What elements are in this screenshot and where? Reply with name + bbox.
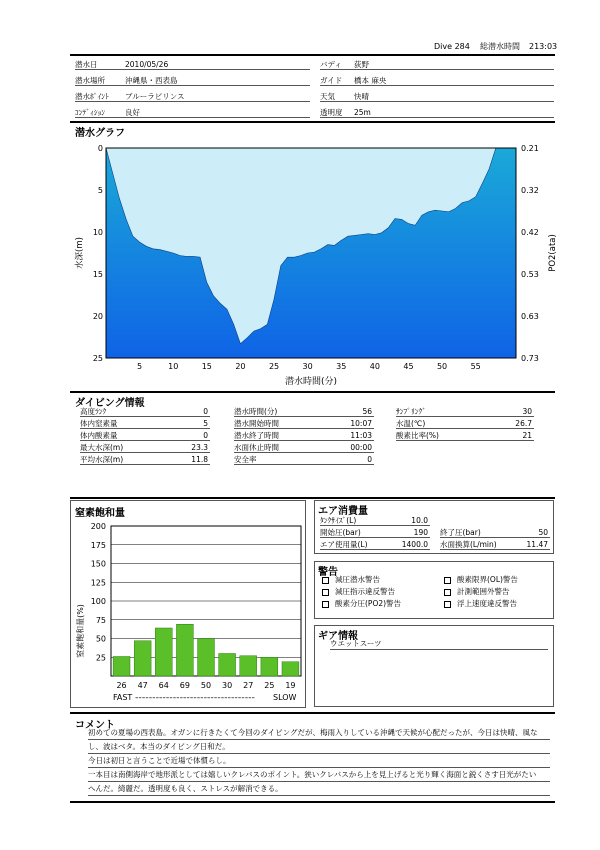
warning-checkbox: [322, 601, 329, 608]
start-pressure-row: [320, 527, 430, 538]
warning-checkbox: [322, 577, 329, 584]
diving-info-value: 23.3: [191, 443, 208, 452]
nitrogen-chart: [71, 518, 305, 706]
weather-row: [320, 90, 554, 102]
warning-checkbox: [444, 601, 451, 608]
comment-line: 初めての夏場の西表島。オガンに行きたくて今回のダイビングだが、梅雨入りしている沖縄で天候が心配だったが、今日は快晴、風な: [88, 728, 550, 740]
warning-checkbox: [322, 589, 329, 596]
air-used-value: 1400.0: [401, 540, 428, 549]
point-label: 潜水ﾎﾟｲﾝﾄ: [75, 92, 109, 101]
diving-info-row: [396, 406, 534, 417]
total-dive-time-label: 総潜水時間: [480, 42, 520, 51]
diving-info-label: 水面休止時間: [234, 443, 279, 452]
diving-info-row: [80, 430, 210, 441]
po2-tick-label: 0.63: [521, 312, 539, 321]
start-pressure-value: 190: [413, 528, 428, 537]
comment-line: 今日は初日と言うことで近場で体慣らし。: [88, 756, 550, 768]
po2-tick-label: 0.21: [521, 144, 539, 153]
visibility-value: 25m: [354, 108, 371, 117]
diving-info-label: 平均水深(m): [80, 455, 124, 464]
warning-item: [444, 575, 518, 584]
depth-tick-label: 25: [92, 354, 103, 363]
nitrogen-x-tick-label: 19: [285, 681, 296, 690]
time-tick-label: 25: [268, 362, 280, 371]
po2-tick-label: 0.53: [521, 270, 539, 279]
diving-info-value: 5: [203, 419, 208, 428]
surface-rate-label: 水面換算(L/min): [440, 540, 497, 549]
diving-info-rule: [70, 391, 555, 393]
nitrogen-x-tick-label: 27: [243, 681, 254, 690]
nitrogen-x-tick-label: 30: [222, 681, 233, 690]
nitrogen-bar: [198, 639, 215, 677]
diving-info-title: ダイビング情報: [75, 398, 145, 409]
po2-axis: [521, 144, 539, 363]
warning-label: 減圧潜水警告: [335, 575, 380, 584]
diving-info-value: 21: [522, 431, 532, 440]
date-label: 潜水日: [75, 60, 98, 69]
surface-rate-value: 11.47: [526, 540, 548, 549]
visibility-label: 透明度: [320, 108, 343, 117]
nitrogen-y-tick-label: 75: [95, 615, 106, 625]
diving-info-row: [234, 418, 374, 429]
time-tick-label: 40: [369, 362, 380, 371]
warning-item: [322, 587, 395, 596]
po2-tick-label: 0.73: [521, 354, 539, 363]
diving-info-row: [80, 442, 210, 453]
warning-label: 酸素限界(OL)警告: [457, 575, 518, 584]
diving-info-value: 56: [362, 407, 372, 416]
comment-line: へんだ。綺麗だ。透明度も良く、ストレスが解消できる。: [88, 784, 550, 796]
diving-info-value: 11.8: [191, 455, 208, 464]
depth-tick-label: 10: [92, 228, 103, 237]
time-tick-label: 35: [336, 362, 347, 371]
time-tick-label: 10: [168, 362, 179, 371]
end-pressure-label: 終了圧(bar): [440, 528, 481, 537]
diving-info-label: 潜水時間(分): [234, 407, 278, 416]
condition-row: [75, 106, 310, 118]
warning-label: 浮上速度違反警告: [457, 599, 517, 608]
tank-size-label: ﾀﾝｸｻｲｽﾞ(L): [320, 516, 357, 525]
time-axis: [137, 362, 481, 371]
end-pressure-value: 50: [538, 528, 548, 537]
nitrogen-x-axis: [116, 681, 295, 690]
dive-profile-chart: [70, 138, 558, 390]
diving-info-label: 潜水終了時間: [234, 431, 279, 440]
point-row: [75, 90, 310, 102]
air-used-label: エア使用量(L): [320, 540, 368, 549]
diving-info-value: 26.7: [515, 419, 532, 428]
diving-info-value: 00:00: [350, 443, 372, 452]
guide-row: [320, 74, 554, 86]
time-tick-label: 50: [436, 362, 448, 371]
depth-tick-label: 20: [92, 312, 103, 321]
diving-info-label: 安全率: [234, 455, 257, 464]
nitrogen-x-tick-label: 50: [200, 681, 212, 690]
depth-tick-label: 0: [97, 144, 103, 153]
buddy-value: 荻野: [354, 60, 369, 69]
diving-info-label: 潜水開始時間: [234, 419, 279, 428]
tank-size-value: 10.0: [411, 516, 428, 525]
po2-tick-label: 0.42: [521, 228, 539, 237]
date-value: 2010/05/26: [125, 60, 169, 69]
lower-section-rule: [70, 497, 555, 499]
diving-info-row: [396, 418, 534, 429]
place-value: 沖縄県・西表島: [125, 76, 178, 85]
diving-info-row: [234, 406, 374, 417]
nitrogen-y-axis: [91, 522, 106, 662]
warning-label: 減圧指示違反警告: [335, 587, 395, 596]
nitrogen-title: 窒素飽和量: [75, 508, 125, 519]
nitrogen-bar: [113, 657, 130, 677]
po2-tick-label: 0.32: [521, 186, 539, 195]
graph-top-rule: [70, 121, 555, 123]
comment-line: 一本目は南側海岸で地形派としては嬉しいクレバスのポイント。狭いクレバスから上を見上げると光り輝く海面と鋭くさす日光がたい: [88, 770, 550, 782]
diving-info-row: [234, 454, 374, 465]
guide-label: ガイド: [320, 76, 343, 85]
dive-graph-title: 潜水グラフ: [75, 128, 125, 139]
diving-info-row: [80, 418, 210, 429]
place-label: 潜水場所: [75, 76, 105, 85]
start-pressure-label: 開始圧(bar): [320, 528, 361, 537]
time-axis-label: 潜水時間(分): [284, 377, 338, 387]
diving-info-label: 最大水深(m): [80, 443, 124, 452]
warning-checkbox: [444, 577, 451, 584]
nitrogen-bar: [219, 654, 236, 677]
nitrogen-bar: [261, 657, 278, 676]
diving-info-row: [80, 454, 210, 465]
weather-label: 天気: [320, 92, 335, 101]
time-tick-label: 45: [403, 362, 414, 371]
nitrogen-y-tick-label: 50: [95, 634, 106, 644]
nitrogen-x-tick-label: 64: [158, 681, 169, 690]
nitrogen-y-tick-label: 150: [90, 559, 106, 569]
diving-info-row: [234, 442, 374, 453]
nitrogen-y-tick-label: 175: [90, 540, 106, 550]
place-row: [75, 74, 310, 86]
buddy-row: [320, 58, 554, 70]
air-used-row: [320, 539, 430, 550]
nitrogen-axis-label: 窒素飽和量(%): [76, 604, 85, 658]
gear-value: ウエットスーツ: [330, 639, 548, 650]
weather-value: 快晴: [354, 92, 369, 101]
warning-title: 警告: [318, 567, 338, 578]
depth-axis: [93, 144, 103, 363]
diving-info-value: 10:07: [350, 419, 372, 428]
diving-info-label: 水温(℃): [396, 419, 426, 428]
diving-info-value: 0: [203, 431, 208, 440]
diving-info-label: 高度ﾗﾝｸ: [80, 407, 107, 416]
diving-info-label: 体内窒素量: [80, 419, 118, 428]
bottom-rule: [70, 801, 555, 803]
condition-label: ｺﾝﾃﾞｨｼｮﾝ: [75, 108, 105, 117]
diving-info-label: 体内酸素量: [80, 431, 118, 440]
time-tick-label: 20: [235, 362, 246, 371]
nitrogen-x-tick-label: 25: [264, 681, 275, 690]
nitrogen-y-tick-label: 200: [90, 522, 106, 531]
point-value: ブルーラビリンス: [125, 92, 185, 101]
warning-label: 計測範囲外警告: [457, 587, 510, 596]
depth-tick-label: 15: [92, 270, 103, 279]
nitrogen-x-tick-label: 26: [116, 681, 127, 690]
diving-info-value: 0: [203, 407, 208, 416]
nitrogen-bar: [176, 624, 193, 676]
depth-tick-label: 5: [97, 186, 103, 195]
surface-rate-row: [440, 539, 550, 550]
warning-item: [322, 575, 380, 584]
nitrogen-bar: [134, 641, 151, 676]
nitrogen-bar: [155, 628, 172, 676]
time-tick-label: 55: [470, 362, 481, 371]
comment-title: コメント: [75, 720, 115, 731]
time-tick-label: 5: [137, 362, 143, 371]
visibility-row: [320, 106, 554, 118]
nitrogen-y-tick-label: 25: [95, 653, 106, 663]
diving-info-value: 11:03: [350, 431, 372, 440]
nitrogen-y-tick-label: 100: [90, 597, 106, 606]
warning-item: [444, 599, 517, 608]
slow-label: SLOW: [273, 693, 297, 702]
warning-checkbox: [444, 589, 451, 596]
diving-info-row: [396, 430, 534, 441]
header-rule: [70, 54, 555, 56]
nitrogen-bar: [282, 662, 299, 676]
comment-rule: [70, 712, 555, 714]
condition-value: 良好: [125, 108, 140, 117]
nitrogen-bar: [240, 656, 257, 676]
diving-info-label: ｻﾝﾌﾟﾘﾝｸﾞ: [396, 407, 426, 416]
nitrogen-x-tick-label: 69: [179, 681, 190, 690]
diving-info-value: 30: [522, 407, 532, 416]
date-row: [75, 58, 310, 70]
nitrogen-y-tick-label: 125: [90, 578, 106, 588]
tank-size-row: [320, 515, 430, 526]
comment-line: し、波はベタ。本当のダイビング日和だ。: [88, 742, 550, 754]
dive-number: Dive 284: [434, 42, 470, 51]
diving-info-value: 0: [367, 455, 372, 464]
end-pressure-row: [440, 527, 550, 538]
po2-axis-label: PO2(ata): [548, 234, 558, 272]
warning-item: [322, 599, 401, 608]
fast-label: FAST: [113, 693, 133, 702]
time-tick-label: 30: [302, 362, 313, 371]
diving-info-row: [234, 430, 374, 441]
warning-item: [444, 587, 510, 596]
nitrogen-x-tick-label: 47: [137, 681, 148, 690]
gear-title: ギア情報: [318, 631, 358, 642]
buddy-label: バディ: [320, 60, 342, 69]
time-tick-label: 15: [201, 362, 212, 371]
guide-value: 橋本 麻央: [354, 76, 387, 85]
diving-info-label: 酸素比率(%): [396, 431, 439, 440]
fast-slow-dashes: -----------------------------------: [135, 693, 256, 702]
air-title: エア消費量: [318, 506, 368, 517]
depth-axis-label: 水深(m): [75, 237, 85, 269]
diving-info-row: [80, 406, 210, 417]
total-dive-time: 213:03: [529, 42, 558, 51]
warning-label: 酸素分圧(PO2)警告: [335, 599, 402, 608]
